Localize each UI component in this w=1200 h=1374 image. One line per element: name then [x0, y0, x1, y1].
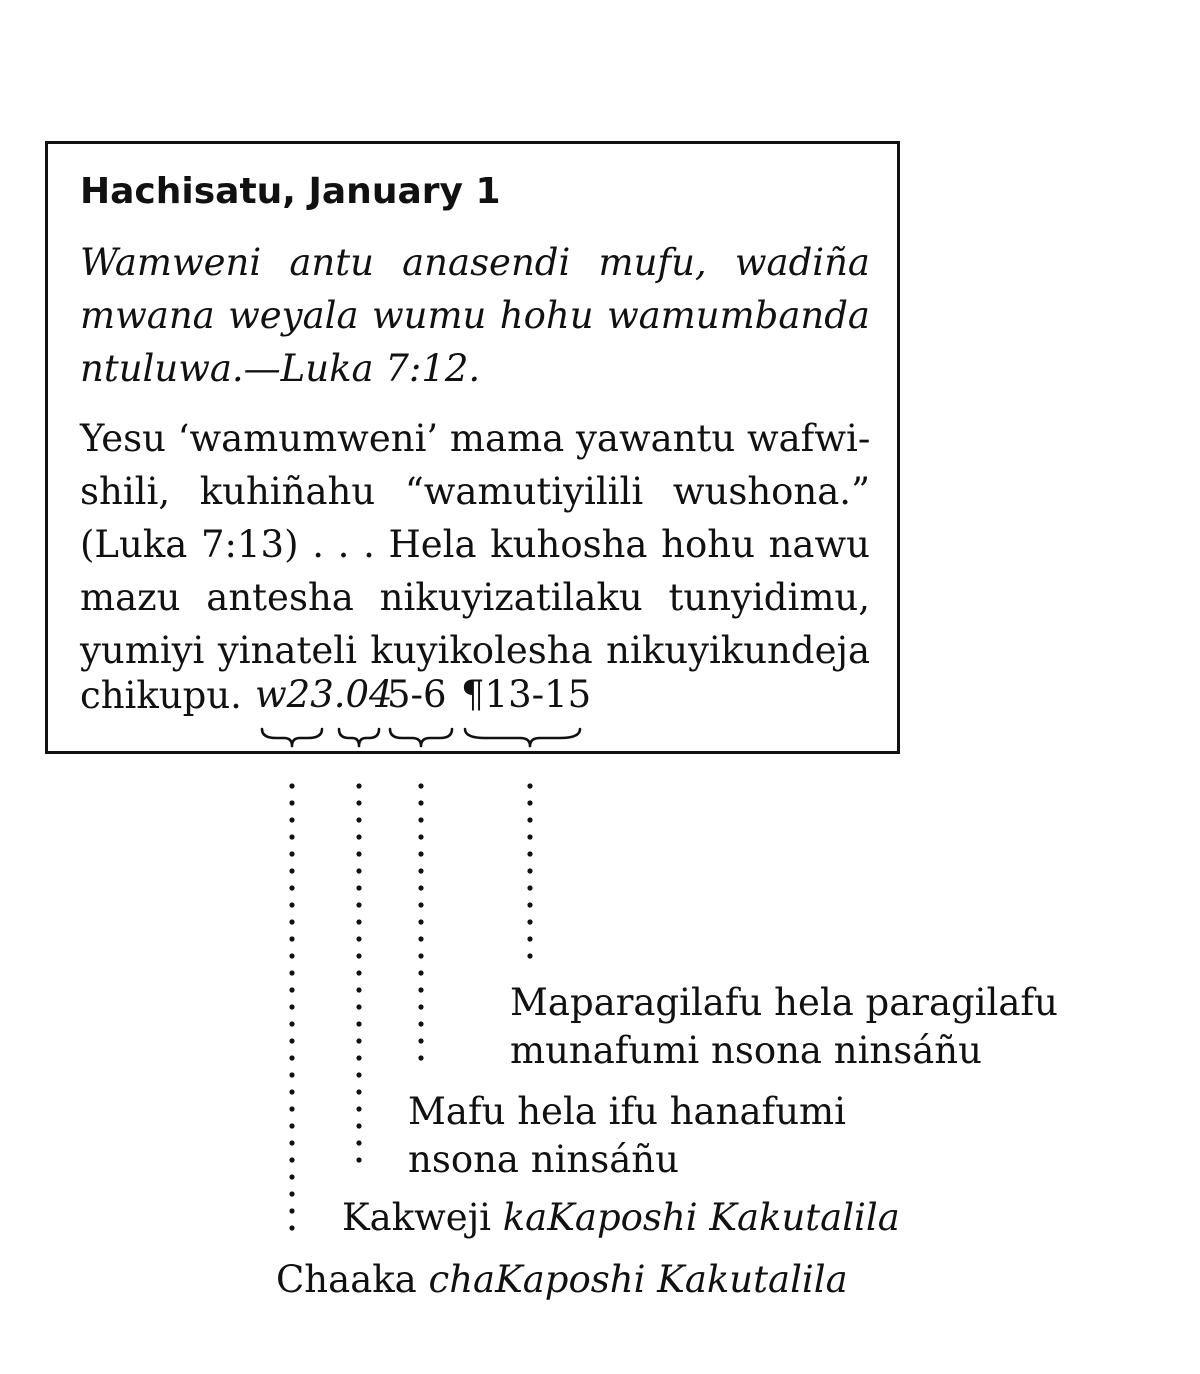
leader-dot [289, 1140, 294, 1145]
leader-dot [289, 834, 294, 839]
leader-dot [418, 1055, 423, 1060]
body-line-1: Yesu ‘wamumweni’ mama yawantu wafwi- [80, 417, 871, 460]
issue-label [342, 1193, 900, 1243]
leader-dot [289, 1072, 294, 1077]
leader-dot [356, 1140, 361, 1145]
leader-dot [527, 902, 532, 907]
leader-dot [356, 1004, 361, 1009]
body-line-2: shili, kuhiñahu “wamutiyilili wushona.” [80, 470, 870, 513]
paragraphs-label-line-2: munafumi nsona ninsáñu [510, 1029, 982, 1072]
leader-dot [418, 1038, 423, 1043]
leader-dot [527, 817, 532, 822]
leader-dot [289, 1038, 294, 1043]
leader-dot [418, 1021, 423, 1026]
leader-dot [289, 1055, 294, 1060]
leader-dot [527, 834, 532, 839]
scripture-line-3: ntuluwa.—Luka 7:12. [80, 347, 481, 390]
brace-month [339, 729, 379, 746]
date-heading: Hachisatu, January 1 [80, 171, 501, 212]
paragraphs-label-line-1: Maparagilafu hela paragilafu [510, 981, 1058, 1024]
leader-dot [418, 885, 423, 890]
leader-dot [289, 1191, 294, 1196]
leader-dot [418, 919, 423, 924]
leader-dot [356, 970, 361, 975]
leader-dot [527, 953, 532, 958]
leader-dot [527, 851, 532, 856]
leader-dot [356, 902, 361, 907]
leader-dot [356, 783, 361, 788]
leader-dot [418, 1004, 423, 1009]
leader-dot [356, 936, 361, 941]
leader-dot [356, 1106, 361, 1111]
leader-dot [356, 987, 361, 992]
dots-year [289, 783, 294, 1230]
dots-paragraphs [527, 783, 532, 958]
leader-dot [356, 834, 361, 839]
leader-dot [356, 1038, 361, 1043]
leader-dot [289, 851, 294, 856]
leader-dot [289, 1021, 294, 1026]
leader-dot [289, 919, 294, 924]
leader-dot [418, 936, 423, 941]
leader-dot [289, 868, 294, 873]
leader-dot [418, 953, 423, 958]
issue-label-plain: Kakweji [342, 1196, 503, 1239]
leader-dot [289, 970, 294, 975]
brace-pages [390, 729, 452, 746]
leader-dot [289, 1123, 294, 1128]
leader-dot [356, 1089, 361, 1094]
leader-dot [356, 1157, 361, 1162]
leader-dot [289, 885, 294, 890]
leader-dot [356, 1072, 361, 1077]
dots-pages [418, 783, 423, 1060]
leader-dot [356, 1021, 361, 1026]
leader-dot [356, 1055, 361, 1060]
brace-paragraphs [465, 729, 580, 746]
reference-paragraphs: ¶13-15 [461, 673, 592, 716]
leader-dot [356, 851, 361, 856]
leader-dot [418, 987, 423, 992]
leader-dot [418, 800, 423, 805]
pages-label-line-1: Mafu hela ifu hanafumi [408, 1090, 846, 1133]
leader-dot [527, 800, 532, 805]
issue-label-italic: kaKaposhi Kakutalila [502, 1196, 900, 1239]
leader-dot [356, 868, 361, 873]
scripture-line-1: Wamweni antu anasendi mufu, wadiña [80, 241, 870, 284]
leader-dot [289, 1208, 294, 1213]
body-line-5: yumiyi yinateli kuyikolesha nikuyikundeja [80, 629, 870, 672]
leader-dot [289, 1174, 294, 1179]
leader-dot [418, 868, 423, 873]
body-line-3: (Luka 7:13) . . . Hela kuhosha hohu nawu [80, 523, 870, 566]
leader-dot [289, 817, 294, 822]
brace-year [262, 729, 322, 746]
leader-dot [527, 868, 532, 873]
year-label-italic: chaKaposhi Kakutalila [428, 1258, 848, 1301]
leader-dot [527, 936, 532, 941]
leader-dot [289, 1225, 294, 1230]
leader-dot [289, 902, 294, 907]
dots-month [356, 783, 361, 1162]
leader-dot [527, 885, 532, 890]
leader-dot [418, 834, 423, 839]
leader-dot [289, 953, 294, 958]
leader-dot [527, 783, 532, 788]
body-last-words: chikupu. [80, 674, 242, 717]
leader-dot [289, 1106, 294, 1111]
leader-dot [418, 817, 423, 822]
leader-dot [289, 1157, 294, 1162]
body-line-4: mazu antesha nikuyizatilaku tunyidimu, [80, 576, 870, 619]
leader-dot [289, 1004, 294, 1009]
leader-dot [527, 919, 532, 924]
year-label-plain: Chaaka [276, 1258, 429, 1301]
leader-dot [418, 970, 423, 975]
leader-dot [356, 919, 361, 924]
leader-dot [418, 783, 423, 788]
leader-dot [289, 1089, 294, 1094]
leader-dot [356, 885, 361, 890]
reference-issue: w23.04 [255, 673, 393, 716]
pages-label-line-2: nsona ninsáñu [408, 1138, 679, 1181]
reference-pages: 5-6 [387, 673, 447, 716]
leader-dot [356, 1123, 361, 1128]
leader-dot [356, 800, 361, 805]
leader-dot [289, 800, 294, 805]
year-label [276, 1255, 848, 1305]
leader-dot [289, 783, 294, 788]
leader-dot [356, 953, 361, 958]
scripture-line-2: mwana weyala wumu hohu wamumbanda [80, 294, 870, 337]
leader-dot [356, 817, 361, 822]
leader-dot [418, 851, 423, 856]
leader-dot [418, 902, 423, 907]
leader-dot [289, 936, 294, 941]
leader-dot [289, 987, 294, 992]
